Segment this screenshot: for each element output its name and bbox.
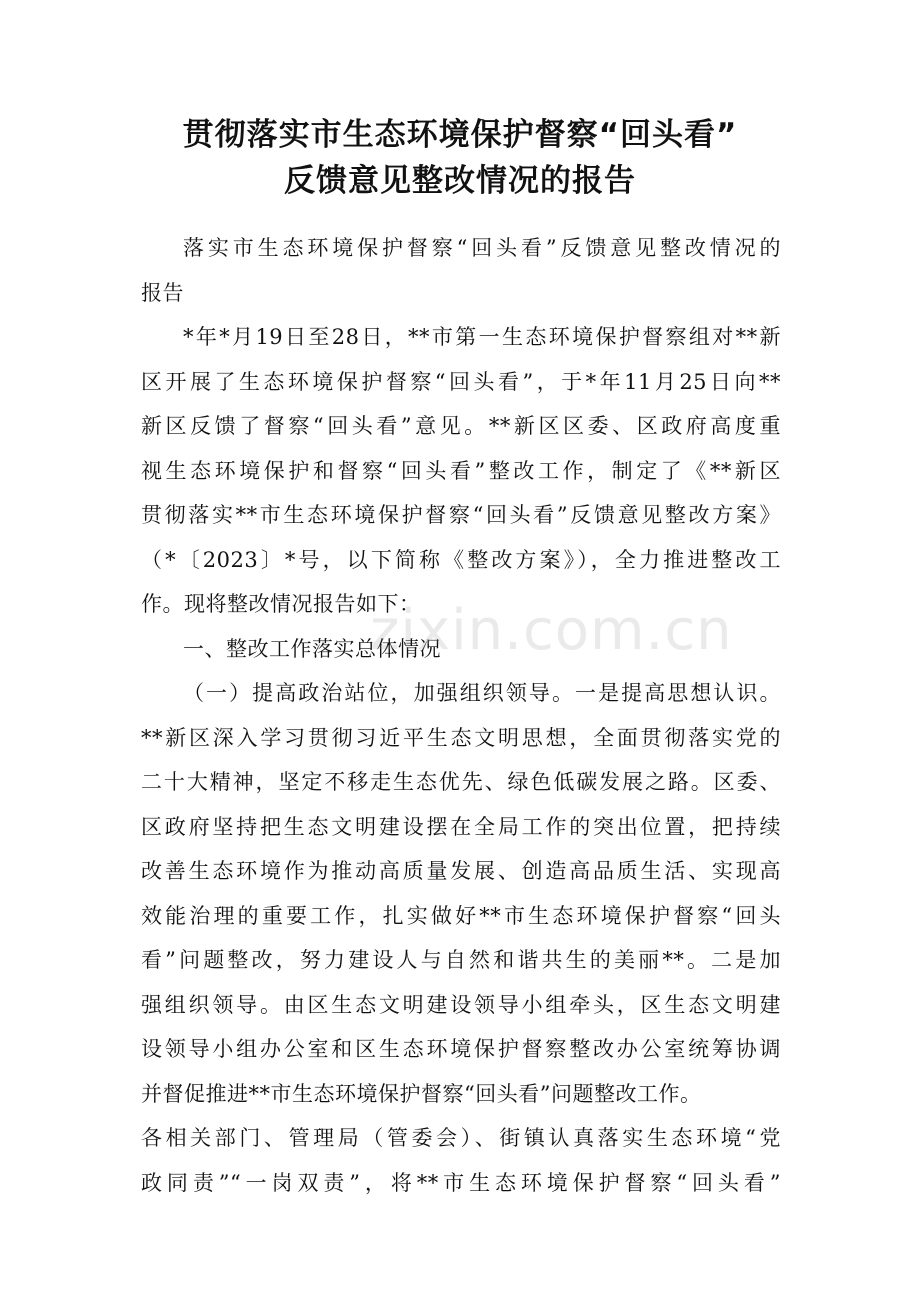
document-title-line-2: 反馈意见整改情况的报告 (284, 163, 636, 199)
body-line: 强组织领导。由区生态文明建设领导小组牵头，区生态文明建 (141, 992, 781, 1017)
body-line: 改善生态环境作为推动高质量发展、创造高品质生活、实现高 (141, 859, 781, 883)
body-line: 二十大精神，坚定不移走生态优先、绿色低碳发展之路。区委、 (141, 770, 781, 794)
body-line: （一）提高政治站位，加强组织领导。一是提高思想认识。 (183, 681, 781, 705)
section-heading: 一、整改工作落实总体情况 (183, 636, 441, 661)
body-line: 落实市生态环境保护督察“回头看”反馈意见整改情况的 (183, 236, 781, 260)
body-line: 效能治理的重要工作，扎实做好**市生态环境保护督察“回头 (141, 903, 781, 928)
body-line: 新区反馈了督察“回头看”意见。**新区区委、区政府高度重 (141, 414, 781, 438)
body-line: 设领导小组办公室和区生态环境保护督察整改办公室统筹协调 (141, 1037, 781, 1061)
body-line: 报告 (141, 280, 184, 305)
site-watermark: zixin.com.cn (370, 598, 733, 663)
body-line: 作。现将整改情况报告如下： (141, 592, 421, 616)
document-body (141, 226, 781, 1205)
body-line: 区开展了生态环境保护督察“回头看”，于*年11月25日向** (141, 369, 781, 394)
body-line: 视生态环境保护和督察“回头看”整改工作，制定了《**新区 (141, 458, 781, 483)
body-line: 贯彻落实**市生态环境保护督察“回头看”反馈意见整改方案》 (141, 503, 781, 527)
body-line: 看”问题整改，努力建设人与自然和谐共生的美丽**。二是加 (141, 948, 781, 972)
body-line: 各相关部门、管理局（管委会）、街镇认真落实生态环境“党 (141, 1126, 781, 1150)
body-line: 政同责”“一岗双责”，将**市生态环境保护督察“回头看” (141, 1170, 781, 1195)
body-line: 并督促推进**市生态环境保护督察“回头看”问题整改工作。 (141, 1081, 702, 1106)
body-line: **新区深入学习贯彻习近平生态文明思想，全面贯彻落实党的 (141, 725, 781, 750)
body-line: *年*月19日至28日，**市第一生态环境保护督察组对**新 (183, 325, 781, 349)
document-title-line-1: 贯彻落实市生态环境保护督察“回头看” (182, 117, 738, 153)
body-line: （*〔2023〕*号，以下简称《整改方案》），全力推进整改工 (141, 547, 781, 572)
body-line: 区政府坚持把生态文明建设摆在全局工作的突出位置，把持续 (141, 814, 781, 839)
